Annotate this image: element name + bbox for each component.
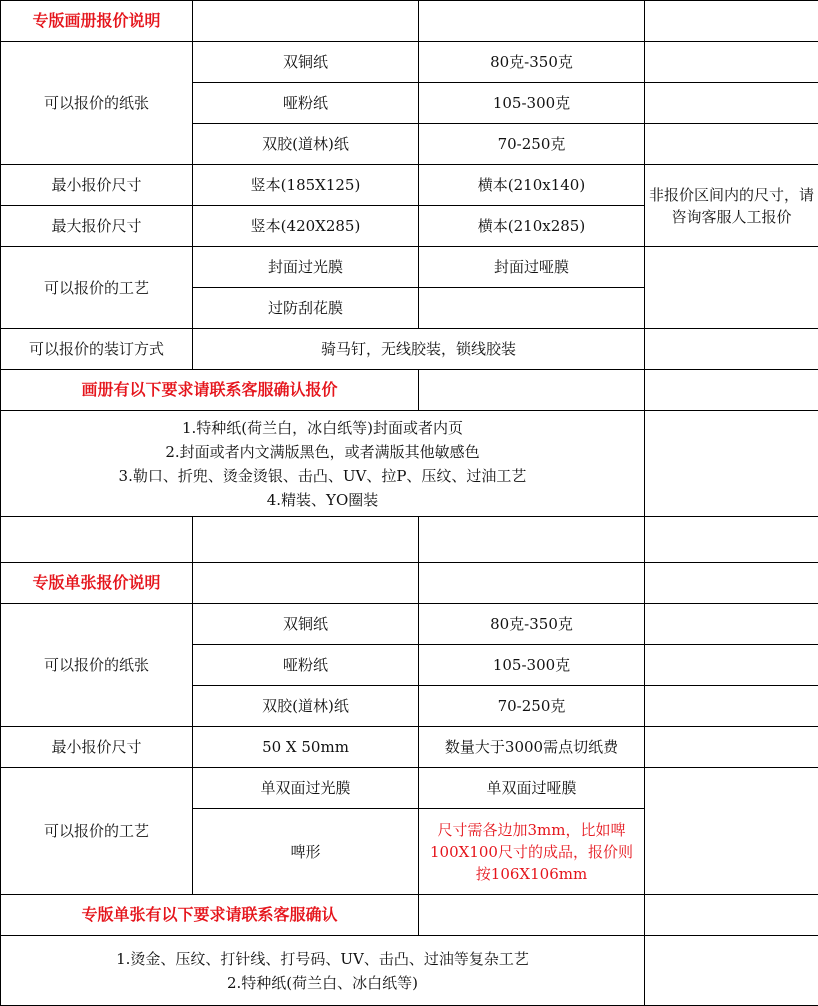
single-title-row [1,563,818,604]
album-craft-scratch: 过防刮花膜 [193,288,419,329]
album-min-size-landscape: 横本(210x140) [419,165,645,206]
list-item: 3.勒口、折兜、烫金烫银、击凸、UV、拉P、压纹、过油工艺 [5,464,640,488]
album-contact-list [1,411,645,517]
list-item: 2.封面或者内文满版黑色，或者满版其他敏感色 [5,440,640,464]
single-contact-title: 专版单张有以下要求请联系客服确认 [1,895,419,936]
list-item: 1.特种纸(荷兰白，冰白纸等)封面或者内页 [5,416,640,440]
single-contact-title-row [1,895,818,936]
album-paper-row [1,42,818,83]
single-paper-name: 哑粉纸 [193,645,419,686]
album-size-note: 非报价区间内的尺寸，请咨询客服人工报价 [645,165,818,247]
album-craft-matte: 封面过哑膜 [419,247,645,288]
album-contact-list-row [1,411,818,517]
album-title: 专版画册报价说明 [1,1,193,42]
single-paper-weight: 70-250克 [419,686,645,727]
album-min-size-label: 最小报价尺寸 [1,165,193,206]
album-paper-name: 双铜纸 [193,42,419,83]
album-paper-weight: 70-250克 [419,124,645,165]
spacer-row [1,517,818,563]
album-binding-value: 骑马钉，无线胶装，锁线胶装 [193,329,645,370]
single-paper-row [1,604,818,645]
single-paper-weight: 105-300克 [419,645,645,686]
album-paper-name: 哑粉纸 [193,83,419,124]
album-max-size-landscape: 横本(210x285) [419,206,645,247]
album-paper-label: 可以报价的纸张 [1,42,193,165]
single-craft-diecut: 啤形 [193,809,419,895]
album-paper-weight: 80克-350克 [419,42,645,83]
album-paper-name: 双胶(道林)纸 [193,124,419,165]
single-craft-label: 可以报价的工艺 [1,768,193,895]
album-min-size-row [1,165,818,206]
single-paper-name: 双铜纸 [193,604,419,645]
single-paper-label: 可以报价的纸张 [1,604,193,727]
album-contact-title: 画册有以下要求请联系客服确认报价 [1,370,419,411]
album-title-row [1,1,818,42]
single-craft-matte: 单双面过哑膜 [419,768,645,809]
single-min-size-label: 最小报价尺寸 [1,727,193,768]
single-contact-list-row [1,936,818,1006]
list-item: 1.烫金、压纹、打针线、打号码、UV、击凸、过油等复杂工艺 [5,947,640,971]
album-craft-label: 可以报价的工艺 [1,247,193,329]
album-min-size-portrait: 竖本(185X125) [193,165,419,206]
single-paper-weight: 80克-350克 [419,604,645,645]
album-max-size-portrait: 竖本(420X285) [193,206,419,247]
list-item: 2.特种纸(荷兰白、冰白纸等) [5,971,640,995]
single-paper-name: 双胶(道林)纸 [193,686,419,727]
single-craft-row [1,768,818,809]
album-paper-weight: 105-300克 [419,83,645,124]
single-diecut-note: 尺寸需各边加3mm，比如啤100X100尺寸的成品，报价则按106X106mm [419,809,645,895]
single-min-size-row [1,727,818,768]
list-item: 4.精装、YO圈装 [5,488,640,512]
album-max-size-label: 最大报价尺寸 [1,206,193,247]
single-craft-gloss: 单双面过光膜 [193,768,419,809]
single-min-size-note: 数量大于3000需点切纸费 [419,727,645,768]
album-contact-title-row [1,370,818,411]
single-min-size-value: 50 X 50mm [193,727,419,768]
album-binding-row [1,329,818,370]
album-binding-label: 可以报价的装订方式 [1,329,193,370]
single-title: 专版单张报价说明 [1,563,193,604]
album-craft-row [1,247,818,288]
album-craft-gloss: 封面过光膜 [193,247,419,288]
single-contact-list [1,936,645,1006]
